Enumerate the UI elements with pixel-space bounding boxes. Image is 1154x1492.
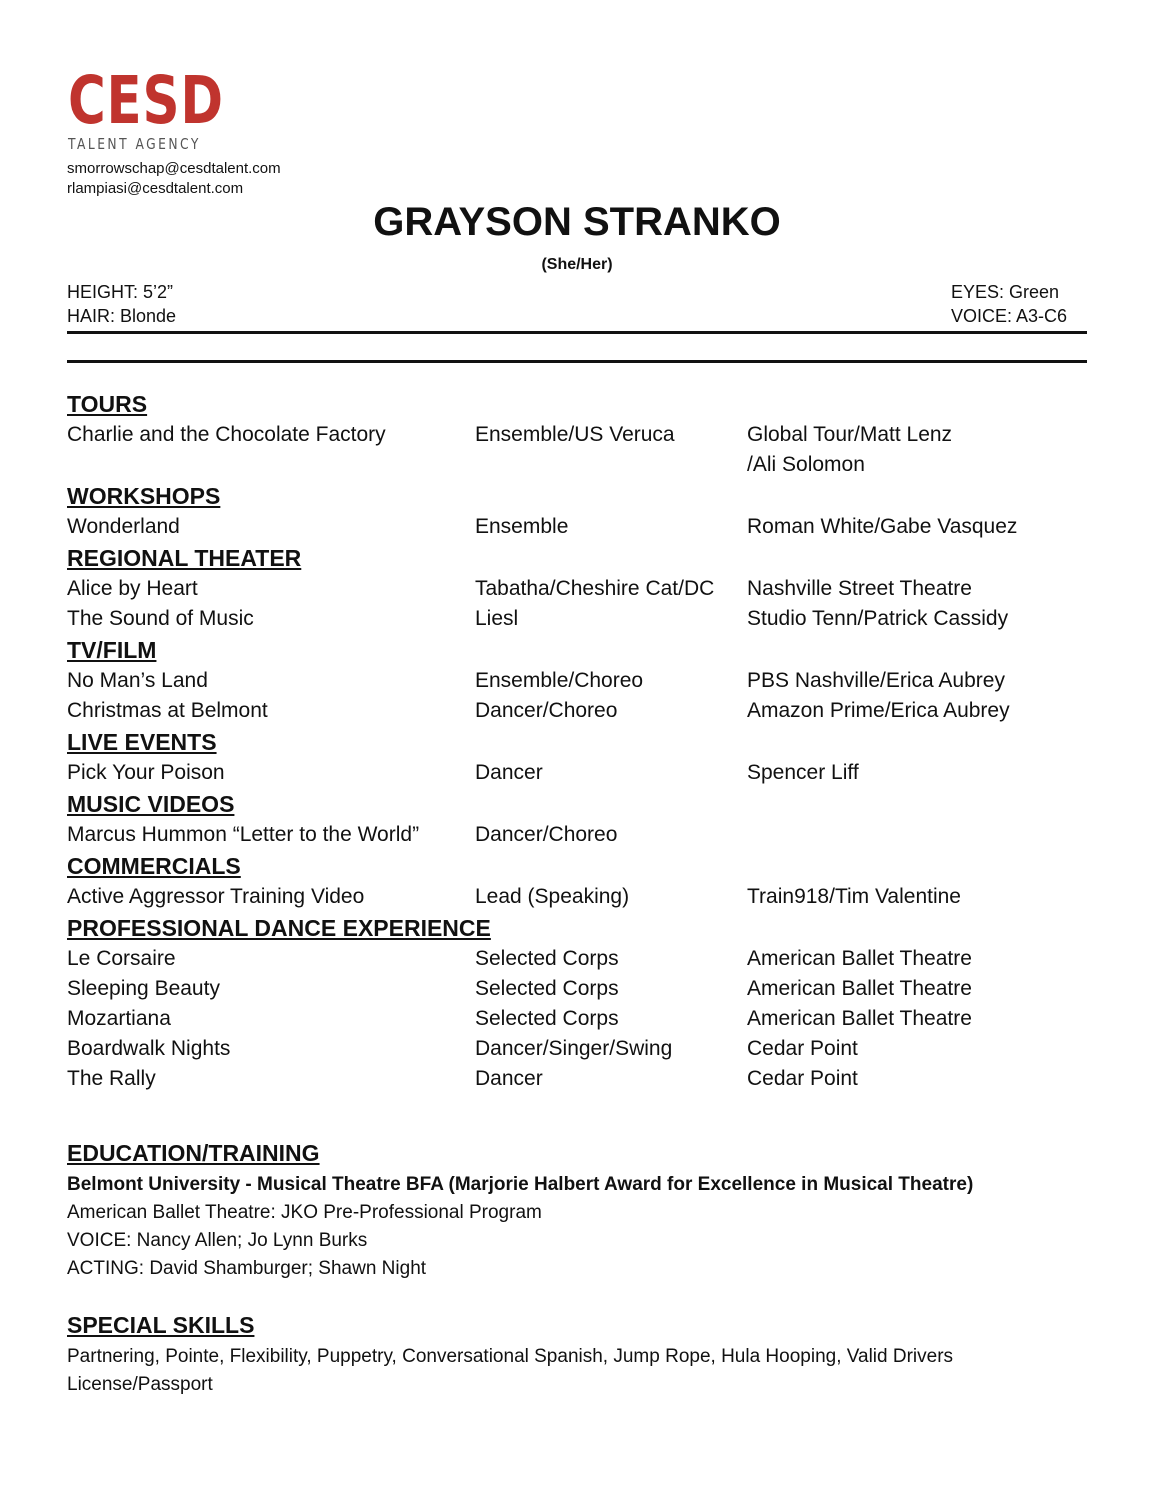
credit-row [67,1064,1087,1094]
credit-role: Dancer [475,761,543,784]
credits-section [67,388,1087,1094]
credit-title: Christmas at Belmont [67,699,268,722]
credit-company-line: Global Tour/Matt Lenz [747,423,953,446]
credit-company [747,1004,1087,1034]
stat-hair: HAIR: Blonde [67,306,177,326]
performer-name: GRAYSON STRANKO [373,200,781,244]
credit-role: Dancer/Choreo [475,823,618,846]
credit-company [747,1064,1087,1094]
section-heading: TOURS [67,391,148,417]
section-heading: REGIONAL THEATER [67,545,302,571]
credit-role: Dancer/Singer/Swing [475,1037,673,1060]
credit-role: Dancer [475,1067,543,1090]
credit-role: Liesl [475,607,519,630]
agent-email-2[interactable]: rlampiasi@cesdtalent.com [67,180,244,197]
credit-company [747,604,1087,634]
credit-company-line: Cedar Point [747,1067,858,1090]
agency-logo-wordmark: CESD [68,62,224,139]
performer-pronouns: (She/Her) [541,256,613,273]
education-line: Belmont University - Musical Theatre BFA (Marjorie Halbert Award for Excellence in Musical Theatre) [67,1174,974,1195]
credit-company-line: Studio Tenn/Patrick Cassidy [747,607,1009,630]
credit-title: The Sound of Music [67,607,254,630]
divider-bottom [67,360,1087,363]
section-heading: MUSIC VIDEOS [67,791,235,817]
section-heading: WORKSHOPS [67,483,221,509]
credit-row [67,666,1087,696]
credit-row [67,974,1087,1004]
credit-company [747,420,1087,480]
credit-row [67,820,1087,850]
credit-title: Sleeping Beauty [67,977,220,1000]
agency-logo-subtitle: TALENT AGENCY [68,135,201,153]
credit-title: Le Corsaire [67,947,176,970]
credit-company-line: Train918/Tim Valentine [747,885,961,908]
agent-email-1[interactable]: smorrowschap@cesdtalent.com [67,160,281,177]
credit-company-line: PBS Nashville/Erica Aubrey [747,669,1005,692]
section-heading: TV/FILM [67,637,157,663]
credit-row [67,696,1087,726]
skills-section [67,1309,1067,1399]
credit-row [67,574,1087,604]
credit-role: Dancer/Choreo [475,699,618,722]
credit-title: The Rally [67,1067,156,1090]
section-heading-education: EDUCATION/TRAINING [67,1140,320,1166]
credit-company [747,974,1087,1004]
section-heading: PROFESSIONAL DANCE EXPERIENCE [67,915,491,941]
education-line: American Ballet Theatre: JKO Pre-Professional Program [67,1202,542,1223]
education-line: VOICE: Nancy Allen; Jo Lynn Burks [67,1230,368,1251]
credit-row [67,944,1087,974]
credit-company-line: Roman White/Gabe Vasquez [747,515,1018,538]
credit-row [67,512,1087,542]
credit-company-line: American Ballet Theatre [747,1007,972,1030]
agency-contact [67,159,281,199]
credit-row [67,1034,1087,1064]
stats-left [67,280,176,328]
credit-title: Active Aggressor Training Video [67,885,365,908]
credit-company-line: /Ali Solomon [747,453,865,476]
divider-top [67,331,1087,334]
stat-voice: VOICE: A3-C6 [951,306,1068,326]
section-heading-skills: SPECIAL SKILLS [67,1312,255,1338]
credit-title: Charlie and the Chocolate Factory [67,423,386,446]
credit-row [67,758,1087,788]
credit-role: Selected Corps [475,947,619,970]
credit-title: Alice by Heart [67,577,198,600]
credit-company [747,512,1087,542]
credit-company [747,882,1087,912]
credit-row [67,882,1087,912]
credit-row [67,1004,1087,1034]
credit-role: Ensemble [475,515,569,538]
credit-row [67,420,1087,480]
stats-right [951,280,1067,328]
credit-title: Mozartiana [67,1007,171,1030]
stat-eyes: EYES: Green [951,282,1060,302]
credit-role: Ensemble/Choreo [475,669,644,692]
credit-role: Lead (Speaking) [475,885,630,908]
credit-company-line: American Ballet Theatre [747,947,972,970]
section-heading: COMMERCIALS [67,853,241,879]
credit-company [747,574,1087,604]
credit-role: Selected Corps [475,977,619,1000]
credit-company [747,820,1087,850]
credit-role: Ensemble/US Veruca [475,423,675,446]
education-line: ACTING: David Shamburger; Shawn Night [67,1258,427,1279]
credit-title: Boardwalk Nights [67,1037,231,1060]
credit-title: No Man’s Land [67,669,208,692]
agency-logo [68,62,224,153]
credit-company [747,666,1087,696]
credit-row [67,604,1087,634]
credit-company-line: Spencer Liff [747,761,859,784]
credit-title: Pick Your Poison [67,761,225,784]
credit-company [747,758,1087,788]
credit-company-line: Cedar Point [747,1037,858,1060]
credit-company [747,944,1087,974]
skills-text: Partnering, Pointe, Flexibility, Puppetry, Conversational Spanish, Jump Rope, Hula Hooping, Valid Drivers License/Passport [67,1346,954,1395]
credit-title: Wonderland [67,515,180,538]
credit-role: Selected Corps [475,1007,619,1030]
credit-title: Marcus Hummon “Letter to the World” [67,823,420,846]
credit-company-line: Nashville Street Theatre [747,577,972,600]
credit-role: Tabatha/Cheshire Cat/DC [475,577,715,600]
credit-company [747,696,1087,726]
education-section [67,1137,1087,1283]
credit-company-line: American Ballet Theatre [747,977,972,1000]
credit-company [747,1034,1087,1064]
stat-height: HEIGHT: 5’2” [67,282,174,302]
section-heading: LIVE EVENTS [67,729,217,755]
credit-company-line: Amazon Prime/Erica Aubrey [747,699,1010,722]
